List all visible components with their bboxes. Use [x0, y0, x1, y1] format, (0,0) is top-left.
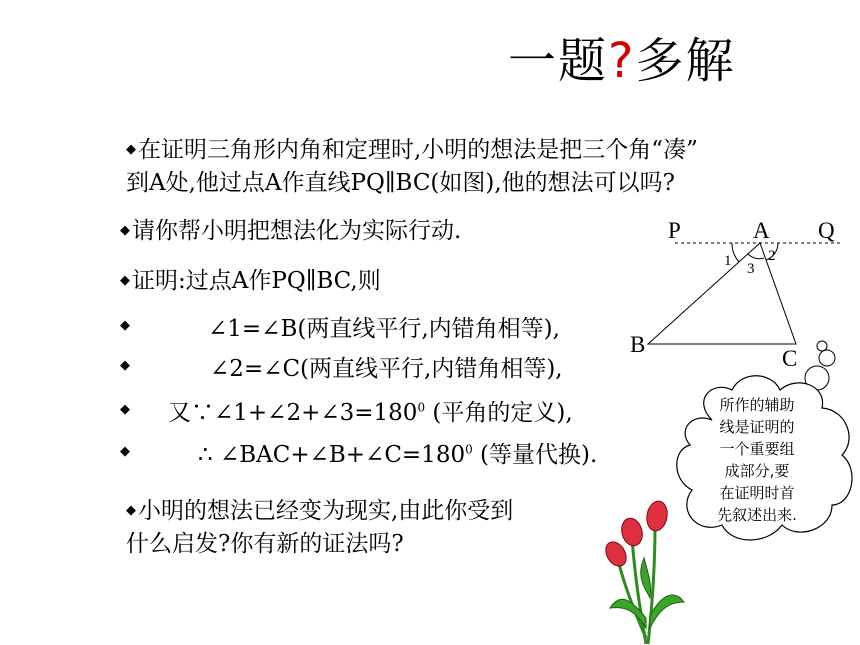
- proof-step-3-main: 又∵∠1+∠2+∠3=180: [168, 400, 418, 426]
- question-line-2: 到A处,他过点A作直线PQ∥BC(如图),他的想法可以吗?: [126, 170, 676, 196]
- request-line: [120, 214, 461, 248]
- proof-step-1: [120, 310, 640, 343]
- label-b: B: [630, 332, 646, 357]
- label-p: P: [668, 218, 681, 243]
- proof-step-3: [120, 394, 640, 427]
- bullet-icon: ◆: [120, 273, 130, 288]
- note-line: 在证明时首: [719, 484, 795, 502]
- label-angle-1: 1: [724, 253, 732, 269]
- note-line: 成部分,要: [724, 462, 790, 480]
- label-c: C: [782, 346, 798, 371]
- label-q: Q: [818, 218, 835, 243]
- tulip-bloom: [645, 499, 670, 532]
- bullet-icon: ◆: [126, 503, 136, 518]
- proof-step-3-tail: (平角的定义),: [425, 400, 573, 426]
- note-line: 先叙述出来.: [717, 506, 797, 524]
- question-paragraph: [126, 133, 698, 200]
- degree-superscript: 0: [465, 442, 473, 457]
- note-line: 一个重要组: [719, 440, 795, 458]
- stem: [632, 538, 646, 644]
- proof-intro-text: 证明:过点A作PQ∥BC,则: [132, 268, 381, 294]
- reflection-line-1: 小明的想法已经变为现实,由此你受到: [138, 498, 514, 524]
- page-title: [508, 22, 736, 91]
- reflection-paragraph: [126, 494, 513, 561]
- proof-step-4-tail: (等量代换).: [472, 442, 598, 468]
- bullet-icon: ◆: [120, 223, 130, 238]
- tulip-bloom: [619, 516, 646, 548]
- label-angle-3: 3: [747, 261, 755, 277]
- proof-step-4-main: ∴ ∠BAC+∠B+∠C=180: [198, 442, 466, 468]
- label-angle-2: 2: [768, 248, 776, 264]
- angle-3-arc: [748, 254, 764, 259]
- leaf: [650, 595, 684, 628]
- proof-intro: [120, 264, 381, 298]
- proof-step-2: [120, 350, 640, 383]
- proof-step-4-text: [198, 436, 597, 469]
- request-text: 请你帮小明把想法化为实际行动.: [132, 218, 462, 244]
- note-line: 线是证明的: [719, 418, 795, 436]
- proof-step-3-text: [168, 394, 573, 427]
- question-mark-icon: ?: [608, 33, 636, 89]
- bullet-icon: ◆: [120, 358, 130, 373]
- bullet-icon: ◆: [120, 402, 130, 417]
- title-part1: 一题: [508, 33, 609, 89]
- proof-step-2-text: ∠2=∠C(两直线平行,内错角相等),: [210, 356, 563, 382]
- proof-step-4: [120, 436, 680, 469]
- bullet-icon: ◆: [120, 444, 130, 459]
- label-a: A: [753, 218, 770, 243]
- leaf: [641, 558, 651, 598]
- proof-step-1-text: ∠1=∠B(两直线平行,内错角相等),: [208, 316, 560, 342]
- thought-bubble-medium: [819, 350, 835, 366]
- title-part2: 多解: [635, 33, 736, 89]
- bullet-icon: ◆: [120, 318, 130, 333]
- degree-superscript: 0: [417, 400, 426, 415]
- note-line: 所作的辅助: [719, 396, 795, 414]
- bullet-icon: ◆: [126, 142, 136, 157]
- note-text: [692, 394, 822, 526]
- angle-1-arc: [732, 243, 739, 262]
- tulip-bloom: [602, 538, 631, 570]
- reflection-line-2: 什么启发?你有新的证法吗?: [126, 531, 404, 557]
- tulip-flowers-image: [600, 498, 690, 645]
- question-line-1: 在证明三角形内角和定理时,小明的想法是把三个角“凑”: [138, 137, 698, 163]
- thought-bubble-small: [817, 341, 827, 351]
